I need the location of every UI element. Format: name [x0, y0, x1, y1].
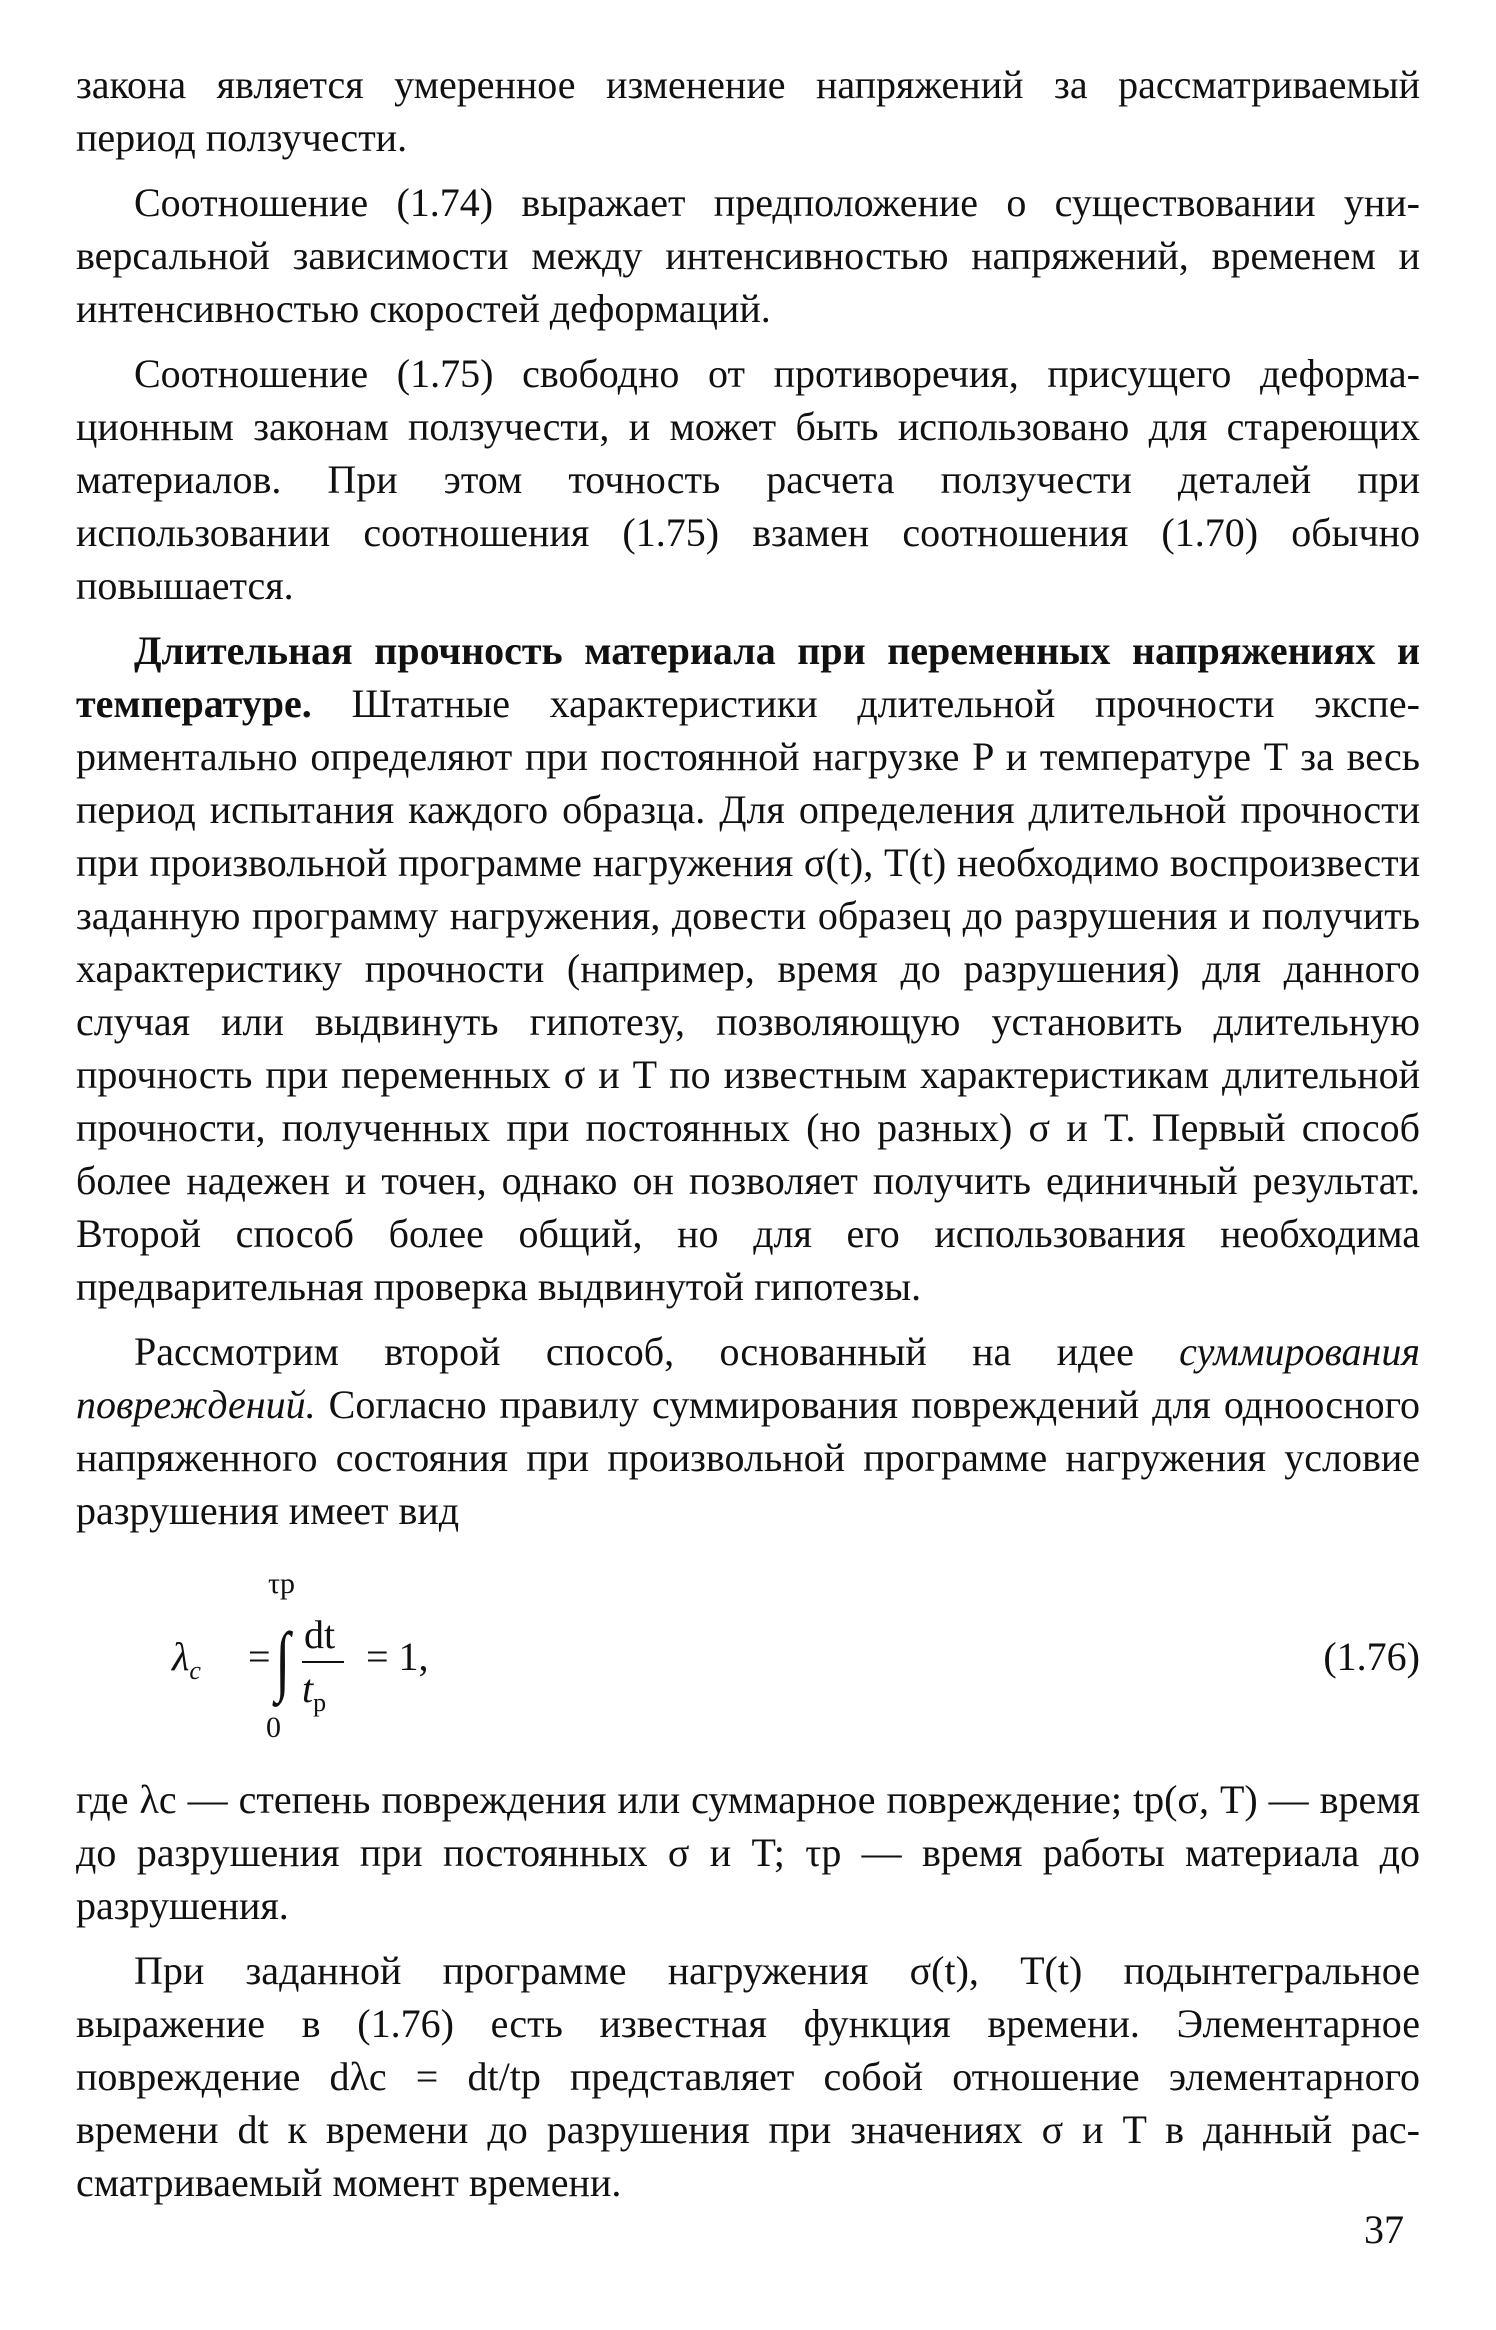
paragraph-5-end: Согласно правилу суммирования повреждений для одноосного напряженного состояния при произвольной программе нагружения условие разрушения имеет вид [76, 1382, 1420, 1533]
paragraph-6: где λc — степень повреждения или суммарное повреждение; tp(σ, T) — время до разрушения при постоянных σ и T; τp — время работы материала до разрушения. [76, 1777, 1420, 1928]
integral-sign: ∫ [275, 1616, 291, 1703]
paragraph-2: Соотношение (1.74) выражает предположение о существовании универсальной зависимости между интенсивностью напряжений, временем и интенсивностью скоростей деформаций. [76, 180, 1420, 331]
paragraph-7: При заданной программе нагружения σ(t), T(t) подынтегральное выражение в (1.76) есть известная функция времени. Элементарное повреждение dλc = dt/tp представляет собой отношение элементарного времени dt к времени до разрушения при значениях σ и T в данный рассматриваемый момент времени. [76, 1948, 1420, 2205]
formula-equals: = [248, 1634, 271, 1679]
formula-rhs: = 1, [366, 1634, 429, 1679]
term-damage-summation: суммирования повреждений. [76, 1329, 1420, 1427]
paragraph-1: закона является умеренное изменение напряжений за рассматриваемый период ползучести. [76, 62, 1420, 160]
equation-number: (1.76) [1323, 1634, 1420, 1679]
fraction-denominator: $t_p$ [302, 1666, 327, 1717]
fraction-bar [302, 1661, 344, 1663]
equation-1-76 [76, 1563, 1420, 1763]
paragraph-4-body: Штатные характеристики длительной прочности экспериментально определяют при постоянной нагрузке P и температуре T за весь период испытания каждого образца. Для определения длительной прочности при произвольной программе нагружения σ(t), T(t) необходимо воспроизвести заданную программу нагружения, довести образец до разрушения и получить характеристику прочности (например, время до разрушения) для данного случая или выдвинуть гипотезу, позволяющую установить длительную прочность при переменных σ и T по известным характеристикам длительной прочности, полученных при постоянных (но разных) σ и T. Первый способ более надежен и точен, однако он позволяет получить единичный результат. Второй способ более общий, но для его использования необходима предварительная проверка выдвинутой гипотезы. [76, 681, 1420, 1309]
page-number: 37 [1364, 2207, 1404, 2252]
integral-lower-limit: 0 [266, 1711, 281, 1744]
paragraph-4 [76, 624, 1420, 1313]
paragraph-5-start: Рассмотрим второй способ, основанный на идее [134, 1329, 1180, 1374]
section-heading: Длительная прочность материала при переменных напряжениях и температуре. [76, 628, 1420, 726]
integral-upper-limit: τp [268, 1567, 296, 1600]
paragraph-3: Соотношение (1.75) свободно от противоречия, присущего деформационным законам ползучести, и может быть использовано для стареющих материалов. При этом точность расчета ползучести деталей при использовании соотношения (1.75) взамен соотношения (1.70) обычно повышается. [76, 351, 1420, 608]
paragraph-5 [76, 1325, 1420, 1537]
fraction-numerator: dt [304, 1612, 336, 1657]
formula-lhs: $\lambda_c$ [172, 1634, 201, 1685]
